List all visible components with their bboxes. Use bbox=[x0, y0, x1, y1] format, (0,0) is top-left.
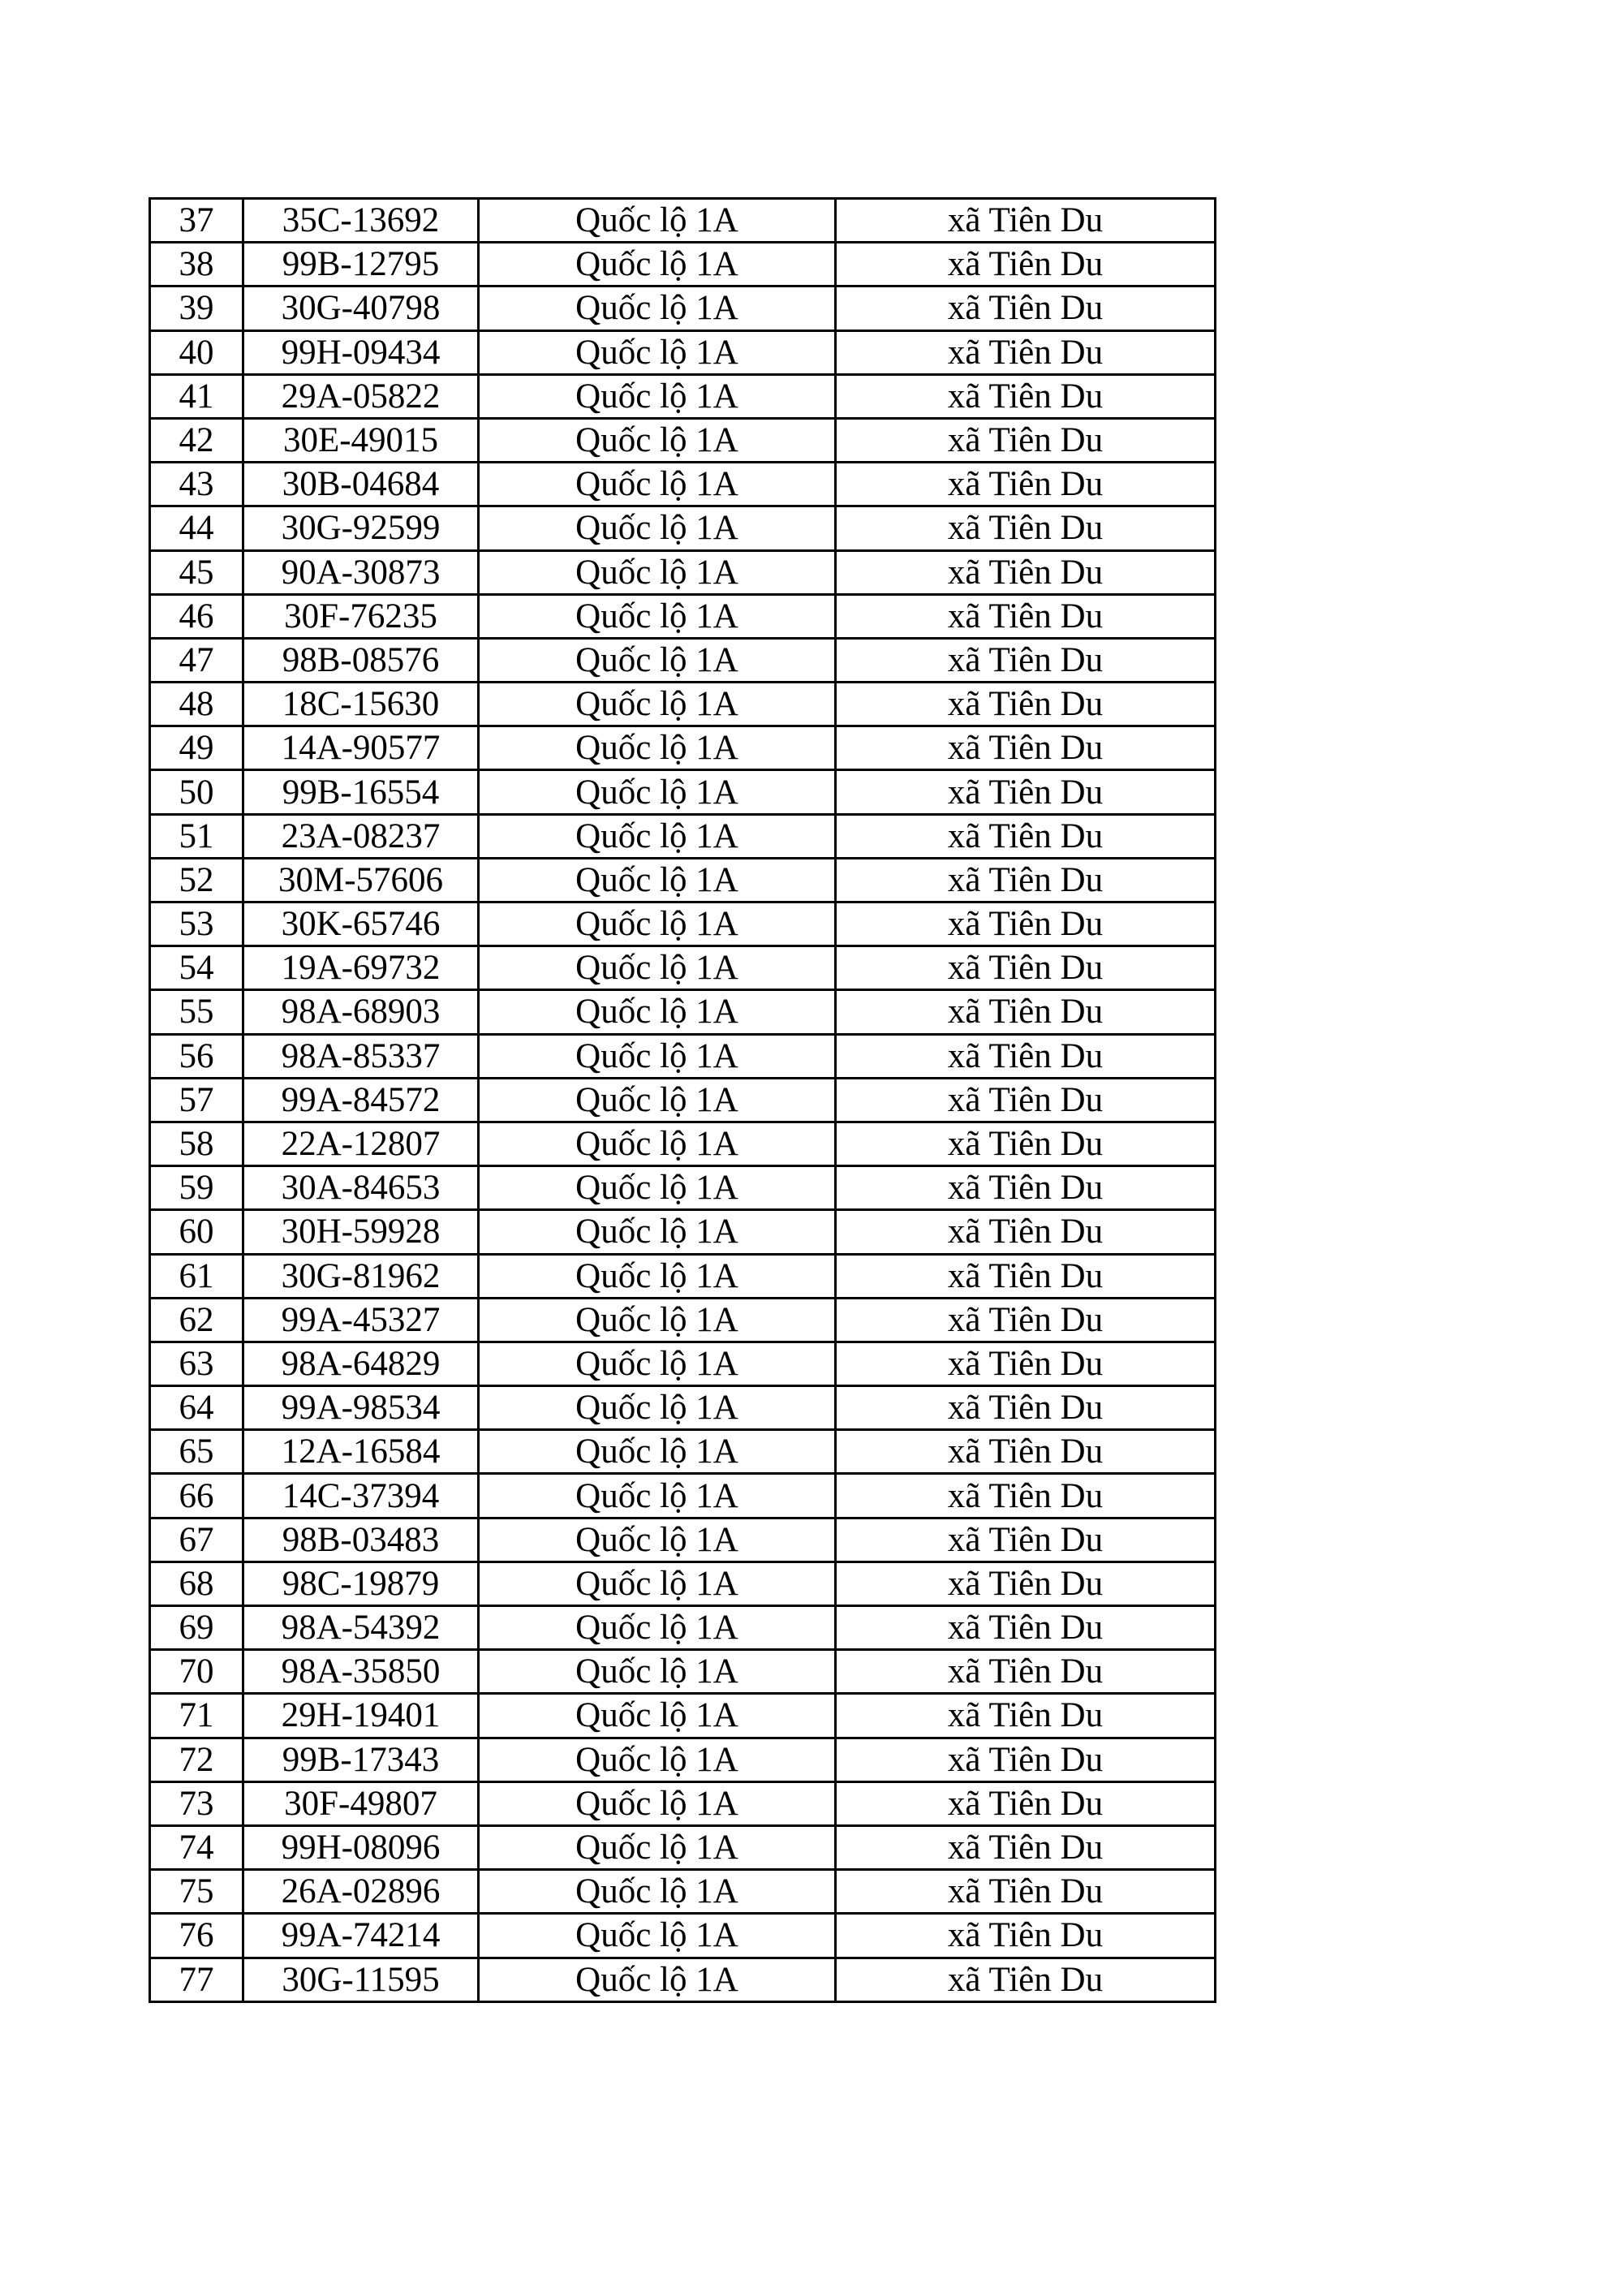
commune-cell: xã Tiên Du bbox=[836, 902, 1216, 946]
road-cell: Quốc lộ 1A bbox=[479, 374, 836, 418]
road-cell: Quốc lộ 1A bbox=[479, 1386, 836, 1430]
license-plate-cell: 30G-11595 bbox=[243, 1958, 479, 2001]
license-plate-cell: 30G-81962 bbox=[243, 1254, 479, 1298]
table-row bbox=[150, 858, 1216, 902]
row-number-cell: 58 bbox=[150, 1122, 243, 1165]
license-plate-cell: 26A-02896 bbox=[243, 1870, 479, 1914]
road-cell: Quốc lộ 1A bbox=[479, 683, 836, 726]
license-plate-cell: 98C-19879 bbox=[243, 1562, 479, 1605]
table-row bbox=[150, 1430, 1216, 1474]
table-row bbox=[150, 990, 1216, 1034]
table-row bbox=[150, 1518, 1216, 1562]
row-number-cell: 50 bbox=[150, 770, 243, 814]
road-cell: Quốc lộ 1A bbox=[479, 1694, 836, 1738]
road-cell: Quốc lộ 1A bbox=[479, 1650, 836, 1694]
table-row bbox=[150, 1694, 1216, 1738]
row-number-cell: 72 bbox=[150, 1738, 243, 1781]
table-row bbox=[150, 1606, 1216, 1650]
vehicle-plate-table bbox=[149, 197, 1216, 2003]
row-number-cell: 56 bbox=[150, 1034, 243, 1078]
row-number-cell: 61 bbox=[150, 1254, 243, 1298]
road-cell: Quốc lộ 1A bbox=[479, 1474, 836, 1518]
commune-cell: xã Tiên Du bbox=[836, 1430, 1216, 1474]
license-plate-cell: 19A-69732 bbox=[243, 946, 479, 990]
row-number-cell: 75 bbox=[150, 1870, 243, 1914]
commune-cell: xã Tiên Du bbox=[836, 1298, 1216, 1342]
row-number-cell: 57 bbox=[150, 1078, 243, 1122]
table-row bbox=[150, 1166, 1216, 1210]
commune-cell: xã Tiên Du bbox=[836, 770, 1216, 814]
row-number-cell: 77 bbox=[150, 1958, 243, 2001]
commune-cell: xã Tiên Du bbox=[836, 550, 1216, 594]
road-cell: Quốc lộ 1A bbox=[479, 330, 836, 374]
commune-cell: xã Tiên Du bbox=[836, 199, 1216, 243]
table-row bbox=[150, 1562, 1216, 1605]
road-cell: Quốc lộ 1A bbox=[479, 946, 836, 990]
commune-cell: xã Tiên Du bbox=[836, 286, 1216, 330]
commune-cell: xã Tiên Du bbox=[836, 243, 1216, 286]
road-cell: Quốc lộ 1A bbox=[479, 463, 836, 506]
commune-cell: xã Tiên Du bbox=[836, 594, 1216, 638]
license-plate-cell: 30E-49015 bbox=[243, 418, 479, 462]
table-body bbox=[150, 199, 1216, 2002]
road-cell: Quốc lộ 1A bbox=[479, 418, 836, 462]
road-cell: Quốc lộ 1A bbox=[479, 1298, 836, 1342]
road-cell: Quốc lộ 1A bbox=[479, 814, 836, 858]
license-plate-cell: 98A-64829 bbox=[243, 1342, 479, 1385]
commune-cell: xã Tiên Du bbox=[836, 858, 1216, 902]
table-row bbox=[150, 1914, 1216, 1958]
license-plate-cell: 35C-13692 bbox=[243, 199, 479, 243]
license-plate-cell: 98B-03483 bbox=[243, 1518, 479, 1562]
license-plate-cell: 30K-65746 bbox=[243, 902, 479, 946]
license-plate-cell: 99A-45327 bbox=[243, 1298, 479, 1342]
license-plate-cell: 14A-90577 bbox=[243, 726, 479, 770]
row-number-cell: 66 bbox=[150, 1474, 243, 1518]
road-cell: Quốc lộ 1A bbox=[479, 199, 836, 243]
commune-cell: xã Tiên Du bbox=[836, 1914, 1216, 1958]
table-row bbox=[150, 814, 1216, 858]
road-cell: Quốc lộ 1A bbox=[479, 1210, 836, 1254]
row-number-cell: 38 bbox=[150, 243, 243, 286]
license-plate-cell: 98A-68903 bbox=[243, 990, 479, 1034]
commune-cell: xã Tiên Du bbox=[836, 374, 1216, 418]
license-plate-cell: 29H-19401 bbox=[243, 1694, 479, 1738]
row-number-cell: 63 bbox=[150, 1342, 243, 1385]
commune-cell: xã Tiên Du bbox=[836, 946, 1216, 990]
commune-cell: xã Tiên Du bbox=[836, 1694, 1216, 1738]
commune-cell: xã Tiên Du bbox=[836, 726, 1216, 770]
row-number-cell: 69 bbox=[150, 1606, 243, 1650]
row-number-cell: 53 bbox=[150, 902, 243, 946]
table-row bbox=[150, 330, 1216, 374]
row-number-cell: 76 bbox=[150, 1914, 243, 1958]
commune-cell: xã Tiên Du bbox=[836, 506, 1216, 550]
table-row bbox=[150, 286, 1216, 330]
road-cell: Quốc lộ 1A bbox=[479, 1518, 836, 1562]
table-row bbox=[150, 1210, 1216, 1254]
license-plate-cell: 30G-92599 bbox=[243, 506, 479, 550]
license-plate-cell: 23A-08237 bbox=[243, 814, 479, 858]
commune-cell: xã Tiên Du bbox=[836, 1518, 1216, 1562]
license-plate-cell: 12A-16584 bbox=[243, 1430, 479, 1474]
commune-cell: xã Tiên Du bbox=[836, 1166, 1216, 1210]
road-cell: Quốc lộ 1A bbox=[479, 1914, 836, 1958]
license-plate-cell: 30M-57606 bbox=[243, 858, 479, 902]
commune-cell: xã Tiên Du bbox=[836, 463, 1216, 506]
table-row bbox=[150, 1825, 1216, 1869]
commune-cell: xã Tiên Du bbox=[836, 814, 1216, 858]
row-number-cell: 42 bbox=[150, 418, 243, 462]
license-plate-cell: 30B-04684 bbox=[243, 463, 479, 506]
road-cell: Quốc lộ 1A bbox=[479, 1034, 836, 1078]
road-cell: Quốc lộ 1A bbox=[479, 550, 836, 594]
license-plate-cell: 30F-76235 bbox=[243, 594, 479, 638]
license-plate-cell: 30G-40798 bbox=[243, 286, 479, 330]
table-row bbox=[150, 506, 1216, 550]
table-row bbox=[150, 902, 1216, 946]
row-number-cell: 74 bbox=[150, 1825, 243, 1869]
row-number-cell: 39 bbox=[150, 286, 243, 330]
row-number-cell: 47 bbox=[150, 638, 243, 682]
table-row bbox=[150, 770, 1216, 814]
commune-cell: xã Tiên Du bbox=[836, 1738, 1216, 1781]
commune-cell: xã Tiên Du bbox=[836, 1825, 1216, 1869]
table-row bbox=[150, 1122, 1216, 1165]
commune-cell: xã Tiên Du bbox=[836, 1474, 1216, 1518]
license-plate-cell: 99A-98534 bbox=[243, 1386, 479, 1430]
road-cell: Quốc lộ 1A bbox=[479, 1078, 836, 1122]
license-plate-cell: 98A-54392 bbox=[243, 1606, 479, 1650]
road-cell: Quốc lộ 1A bbox=[479, 1342, 836, 1385]
commune-cell: xã Tiên Du bbox=[836, 1386, 1216, 1430]
commune-cell: xã Tiên Du bbox=[836, 638, 1216, 682]
road-cell: Quốc lộ 1A bbox=[479, 726, 836, 770]
commune-cell: xã Tiên Du bbox=[836, 1958, 1216, 2001]
table-row bbox=[150, 946, 1216, 990]
row-number-cell: 55 bbox=[150, 990, 243, 1034]
commune-cell: xã Tiên Du bbox=[836, 1650, 1216, 1694]
license-plate-cell: 99B-16554 bbox=[243, 770, 479, 814]
row-number-cell: 62 bbox=[150, 1298, 243, 1342]
license-plate-cell: 98A-35850 bbox=[243, 1650, 479, 1694]
road-cell: Quốc lộ 1A bbox=[479, 1825, 836, 1869]
row-number-cell: 44 bbox=[150, 506, 243, 550]
commune-cell: xã Tiên Du bbox=[836, 1870, 1216, 1914]
table-row bbox=[150, 1781, 1216, 1825]
table-row bbox=[150, 243, 1216, 286]
license-plate-cell: 98A-85337 bbox=[243, 1034, 479, 1078]
license-plate-cell: 30H-59928 bbox=[243, 1210, 479, 1254]
table-row bbox=[150, 638, 1216, 682]
road-cell: Quốc lộ 1A bbox=[479, 990, 836, 1034]
row-number-cell: 37 bbox=[150, 199, 243, 243]
road-cell: Quốc lộ 1A bbox=[479, 1166, 836, 1210]
license-plate-cell: 22A-12807 bbox=[243, 1122, 479, 1165]
road-cell: Quốc lộ 1A bbox=[479, 286, 836, 330]
license-plate-cell: 30F-49807 bbox=[243, 1781, 479, 1825]
license-plate-cell: 30A-84653 bbox=[243, 1166, 479, 1210]
row-number-cell: 41 bbox=[150, 374, 243, 418]
row-number-cell: 48 bbox=[150, 683, 243, 726]
license-plate-cell: 99B-12795 bbox=[243, 243, 479, 286]
license-plate-cell: 14C-37394 bbox=[243, 1474, 479, 1518]
table-row bbox=[150, 1254, 1216, 1298]
road-cell: Quốc lộ 1A bbox=[479, 506, 836, 550]
license-plate-cell: 99B-17343 bbox=[243, 1738, 479, 1781]
table-row bbox=[150, 1034, 1216, 1078]
road-cell: Quốc lộ 1A bbox=[479, 1958, 836, 2001]
license-plate-cell: 90A-30873 bbox=[243, 550, 479, 594]
row-number-cell: 65 bbox=[150, 1430, 243, 1474]
row-number-cell: 60 bbox=[150, 1210, 243, 1254]
table-row bbox=[150, 1738, 1216, 1781]
commune-cell: xã Tiên Du bbox=[836, 990, 1216, 1034]
table-row bbox=[150, 199, 1216, 243]
row-number-cell: 40 bbox=[150, 330, 243, 374]
commune-cell: xã Tiên Du bbox=[836, 330, 1216, 374]
table-row bbox=[150, 1298, 1216, 1342]
table-row bbox=[150, 1650, 1216, 1694]
row-number-cell: 49 bbox=[150, 726, 243, 770]
row-number-cell: 52 bbox=[150, 858, 243, 902]
row-number-cell: 70 bbox=[150, 1650, 243, 1694]
road-cell: Quốc lộ 1A bbox=[479, 638, 836, 682]
table-row bbox=[150, 1078, 1216, 1122]
row-number-cell: 71 bbox=[150, 1694, 243, 1738]
table-row bbox=[150, 1958, 1216, 2001]
row-number-cell: 59 bbox=[150, 1166, 243, 1210]
license-plate-cell: 99A-84572 bbox=[243, 1078, 479, 1122]
commune-cell: xã Tiên Du bbox=[836, 1210, 1216, 1254]
commune-cell: xã Tiên Du bbox=[836, 1342, 1216, 1385]
commune-cell: xã Tiên Du bbox=[836, 1078, 1216, 1122]
table-row bbox=[150, 683, 1216, 726]
row-number-cell: 51 bbox=[150, 814, 243, 858]
road-cell: Quốc lộ 1A bbox=[479, 594, 836, 638]
table-row bbox=[150, 374, 1216, 418]
commune-cell: xã Tiên Du bbox=[836, 1034, 1216, 1078]
commune-cell: xã Tiên Du bbox=[836, 1254, 1216, 1298]
table-row bbox=[150, 1342, 1216, 1385]
road-cell: Quốc lộ 1A bbox=[479, 770, 836, 814]
table-row bbox=[150, 594, 1216, 638]
road-cell: Quốc lộ 1A bbox=[479, 1430, 836, 1474]
commune-cell: xã Tiên Du bbox=[836, 683, 1216, 726]
row-number-cell: 54 bbox=[150, 946, 243, 990]
road-cell: Quốc lộ 1A bbox=[479, 858, 836, 902]
commune-cell: xã Tiên Du bbox=[836, 1606, 1216, 1650]
road-cell: Quốc lộ 1A bbox=[479, 243, 836, 286]
table-row bbox=[150, 463, 1216, 506]
table-row bbox=[150, 726, 1216, 770]
license-plate-cell: 98B-08576 bbox=[243, 638, 479, 682]
commune-cell: xã Tiên Du bbox=[836, 1781, 1216, 1825]
license-plate-cell: 29A-05822 bbox=[243, 374, 479, 418]
row-number-cell: 45 bbox=[150, 550, 243, 594]
license-plate-cell: 99H-08096 bbox=[243, 1825, 479, 1869]
table-row bbox=[150, 418, 1216, 462]
table-row bbox=[150, 1474, 1216, 1518]
road-cell: Quốc lộ 1A bbox=[479, 1122, 836, 1165]
table-row bbox=[150, 550, 1216, 594]
table-row bbox=[150, 1386, 1216, 1430]
license-plate-cell: 99A-74214 bbox=[243, 1914, 479, 1958]
row-number-cell: 64 bbox=[150, 1386, 243, 1430]
row-number-cell: 43 bbox=[150, 463, 243, 506]
road-cell: Quốc lộ 1A bbox=[479, 1562, 836, 1605]
road-cell: Quốc lộ 1A bbox=[479, 1606, 836, 1650]
road-cell: Quốc lộ 1A bbox=[479, 1870, 836, 1914]
road-cell: Quốc lộ 1A bbox=[479, 1254, 836, 1298]
commune-cell: xã Tiên Du bbox=[836, 1562, 1216, 1605]
commune-cell: xã Tiên Du bbox=[836, 418, 1216, 462]
road-cell: Quốc lộ 1A bbox=[479, 1738, 836, 1781]
license-plate-cell: 18C-15630 bbox=[243, 683, 479, 726]
row-number-cell: 68 bbox=[150, 1562, 243, 1605]
row-number-cell: 67 bbox=[150, 1518, 243, 1562]
row-number-cell: 46 bbox=[150, 594, 243, 638]
table-row bbox=[150, 1870, 1216, 1914]
license-plate-cell: 99H-09434 bbox=[243, 330, 479, 374]
row-number-cell: 73 bbox=[150, 1781, 243, 1825]
road-cell: Quốc lộ 1A bbox=[479, 902, 836, 946]
road-cell: Quốc lộ 1A bbox=[479, 1781, 836, 1825]
commune-cell: xã Tiên Du bbox=[836, 1122, 1216, 1165]
